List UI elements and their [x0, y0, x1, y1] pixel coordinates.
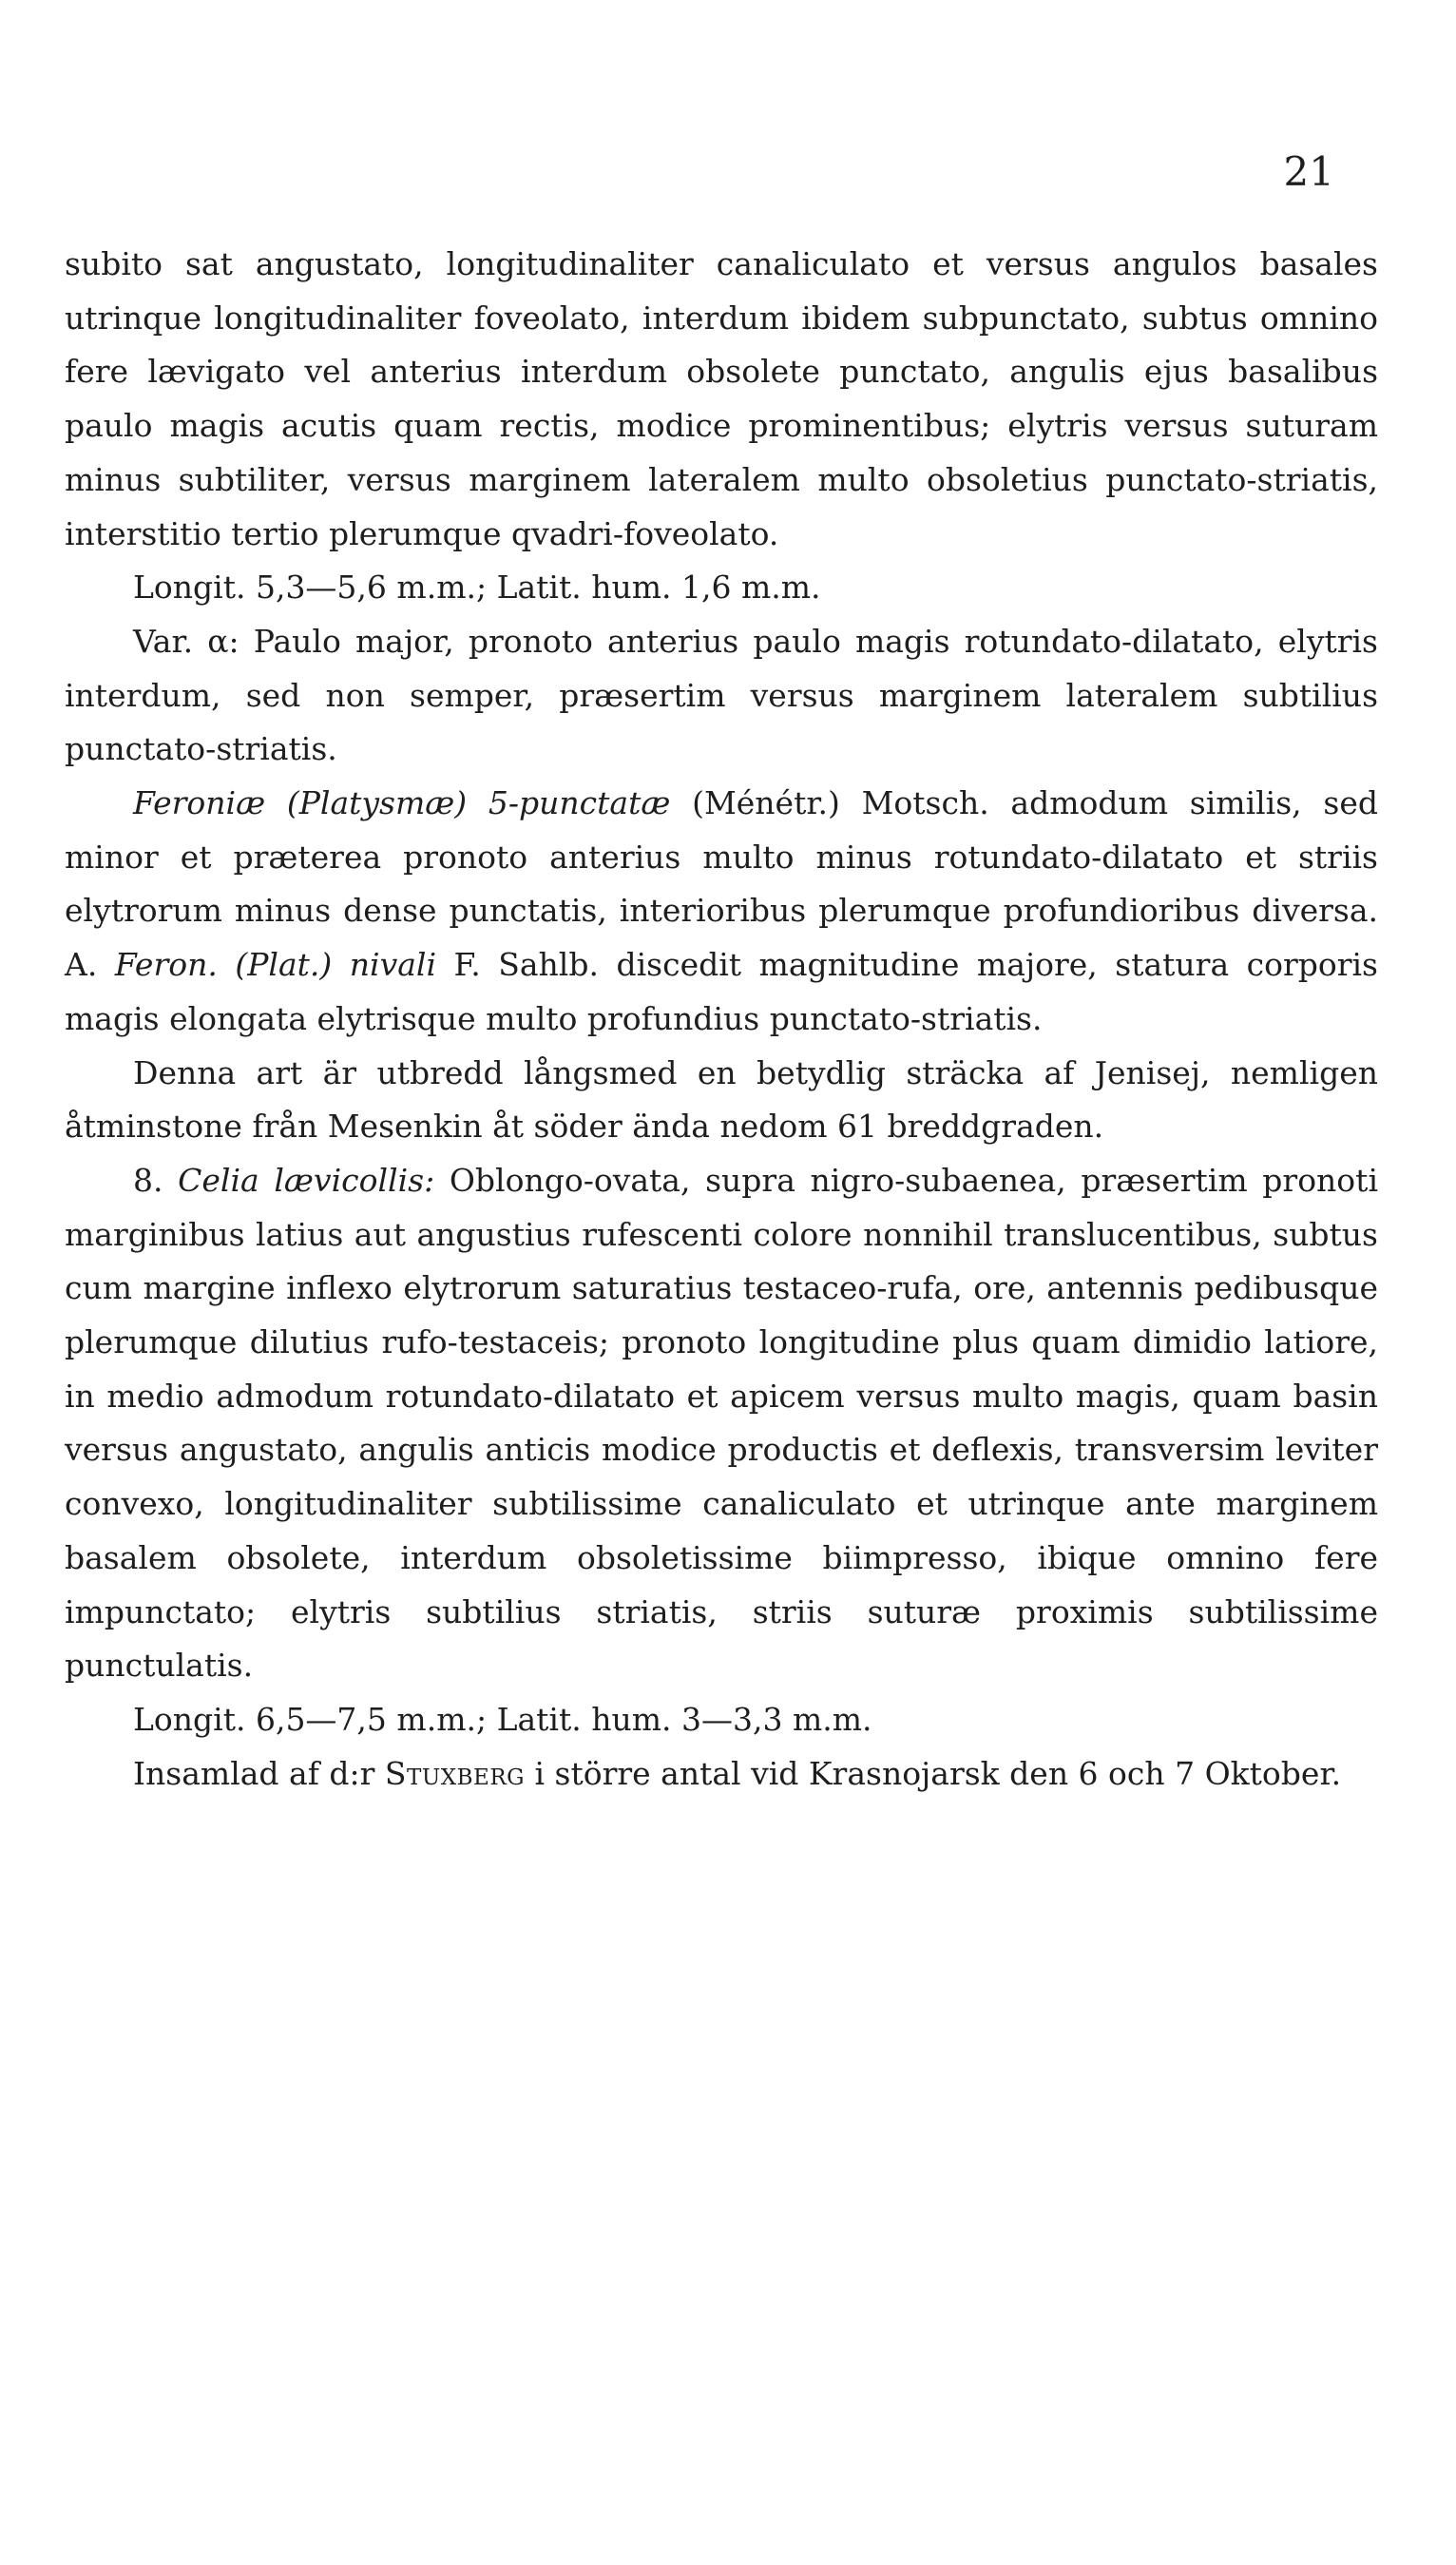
body-text [65, 238, 1378, 1801]
species-number: 8. [133, 1161, 179, 1199]
species-name-italic: Feroniæ (Platysmæ) 5-punctatæ [133, 784, 671, 822]
collection-text: i större antal vid Krasnojarsk den 6 och 7 Oktober. [525, 1754, 1342, 1792]
collection-text: Insamlad af d:r [133, 1754, 385, 1792]
page-number: 21 [1283, 148, 1334, 195]
paragraph-species-8 [65, 1154, 1378, 1693]
paragraph-measurements: Longit. 6,5—7,5 m.m.; Latit. hum. 3—3,3 m.m. [133, 1700, 872, 1738]
species-name-italic: Celia lævicollis: [178, 1161, 435, 1199]
paragraph-comparison [65, 777, 1378, 1047]
paragraph-distribution: Denna art är utbredd långsmed en betydlig sträcka af Jenisej, nemligen åtminstone från Mesenkin åt söder ända nedom 61 breddgraden. [65, 1053, 1378, 1146]
comparison-text: F. Sahlb. discedit magnitudine majore, statura corporis magis elongata elytrisque multo profundius punctato-striatis. [65, 946, 1378, 1037]
paragraph-description-continued: subito sat angustato, longitudinaliter canaliculato et versus angulos basales utrinque longitudinaliter foveolato, interdum ibidem subpunctato, subtus omnino fere lævigato vel anterius interdum obsolete punctato, angulis ejus basalibus paulo magis acutis quam rectis, modice prominentibus; elytris versus suturam minus subtiliter, versus marginem lateralem multo obsoletius punctato-striatis, interstitio tertio plerumque qvadri-foveolato. [65, 245, 1378, 552]
species-description: Oblongo-ovata, supra nigro-subaenea, præsertim pronoti marginibus latius aut angustius rufescenti colore nonnihil translucentibus, subtus cum margine inflexo elytrorum saturatius testaceo-rufa, ore, antennis pedibusque plerumque dilutius rufo-testaceis; pronoto longitudine plus quam dimidio latiore, in medio admodum rotundato-dilatato et apicem versus multo magis, quam basin versus angustato, angulis anticis modice productis et deflexis, transversim leviter convexo, longitudinaliter subtilissime canaliculato et utrinque ante marginem basalem obsolete, interdum obsoletissime biimpresso, ibique omnino fere impunctato; elytris subtilius striatis, striis suturæ proximis subtilissime punctulatis. [65, 1161, 1378, 1685]
collector-name: Stuxberg [384, 1754, 526, 1792]
comparison-text: (Ménétr.) Motsch. admodum similis, sed minor et præterea pronoto anterius multo minus rotundato-dilatato et striis elytrorum minus dense punctatis, interioribus plerumque profundioribus diversa. A. [65, 784, 1378, 984]
paragraph-measurements: Longit. 5,3—5,6 m.m.; Latit. hum. 1,6 m.m. [133, 569, 821, 607]
paragraph-collection-note [65, 1747, 1378, 1802]
species-name-italic: Feron. (Plat.) nivali [114, 946, 437, 984]
paragraph-variety-alpha: Var. α: Paulo major, pronoto anterius paulo magis rotundato-dilatato, elytris interdum, sed non semper, præsertim versus marginem lateralem subtilius punctato-striatis. [65, 622, 1378, 768]
